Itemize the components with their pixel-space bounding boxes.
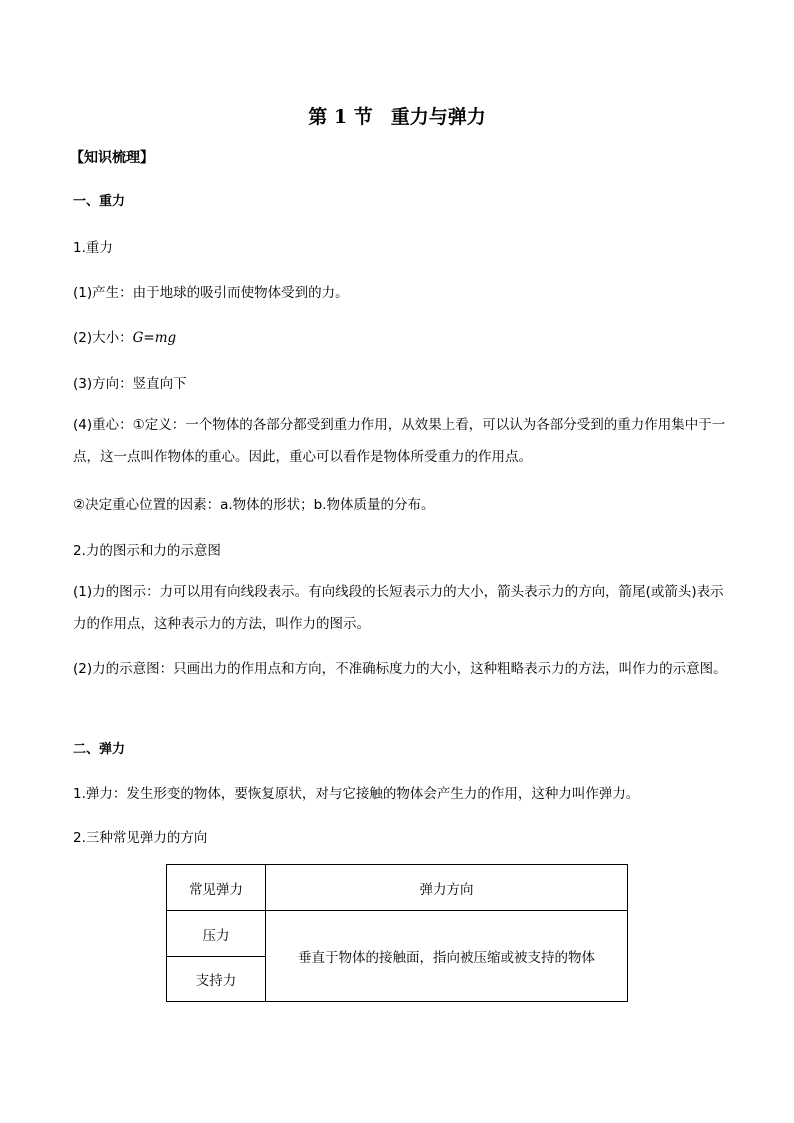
paragraph-origin: (1)产生：由于地球的吸引而使物体受到的力。 [73, 285, 349, 301]
table-cell-merged: 垂直于物体的接触面，指向被压缩或被支持的物体 [266, 911, 628, 1002]
paragraph-elastic-definition: 1.弹力：发生形变的物体，要恢复原状，对与它接触的物体会产生力的作用，这种力叫作弹力。 [73, 786, 640, 802]
paragraph-force-graphic: (1)力的图示：力可以用有向线段表示。有向线段的长短表示力的大小，箭头表示力的方向，箭尾(或箭头)表示力的作用点，这种表示力的方法，叫作力的图示。 [73, 584, 724, 632]
table-header-cell: 弹力方向 [266, 865, 628, 911]
heading-elastic: 二、弹力 [73, 742, 126, 757]
table-cell: 支持力 [167, 957, 266, 1002]
section-header: 【知识梳理】 [70, 150, 154, 166]
title-number: 第 1 节 [308, 106, 373, 128]
table-row [167, 865, 628, 911]
paragraph-force-sketch: (2)力的示意图：只画出力的作用点和方向，不准确标度力的大小，这种粗略表示力的方法，叫作力的示意图。 [73, 661, 727, 677]
size-formula: G=mg [132, 330, 177, 346]
paragraph-diagram-heading: 2.力的图示和力的示意图 [73, 543, 221, 559]
page-title [0, 102, 794, 129]
heading-gravity: 一、重力 [73, 194, 126, 209]
paragraph-size [73, 326, 176, 346]
table-row [167, 911, 628, 957]
paragraph-three-directions: 2.三种常见弹力的方向 [73, 830, 208, 846]
paragraph-direction: (3)方向：竖直向下 [73, 376, 187, 392]
elastic-force-table [166, 864, 628, 1002]
table-header-cell: 常见弹力 [167, 865, 266, 911]
size-label: (2)大小： [73, 330, 133, 346]
paragraph-center-definition: (4)重心：①定义：一个物体的各部分都受到重力作用，从效果上看，可以认为各部分受到的重力作用集中于一点，这一点叫作物体的重心。因此，重心可以看作是物体所受重力的作用点。 [73, 417, 726, 465]
title-text: 重力与弹力 [390, 106, 486, 128]
table-cell: 压力 [167, 911, 266, 957]
paragraph-center-factors: ②决定重心位置的因素：a.物体的形状；b.物体质量的分布。 [73, 497, 435, 513]
paragraph-gravity: 1.重力 [73, 240, 113, 256]
